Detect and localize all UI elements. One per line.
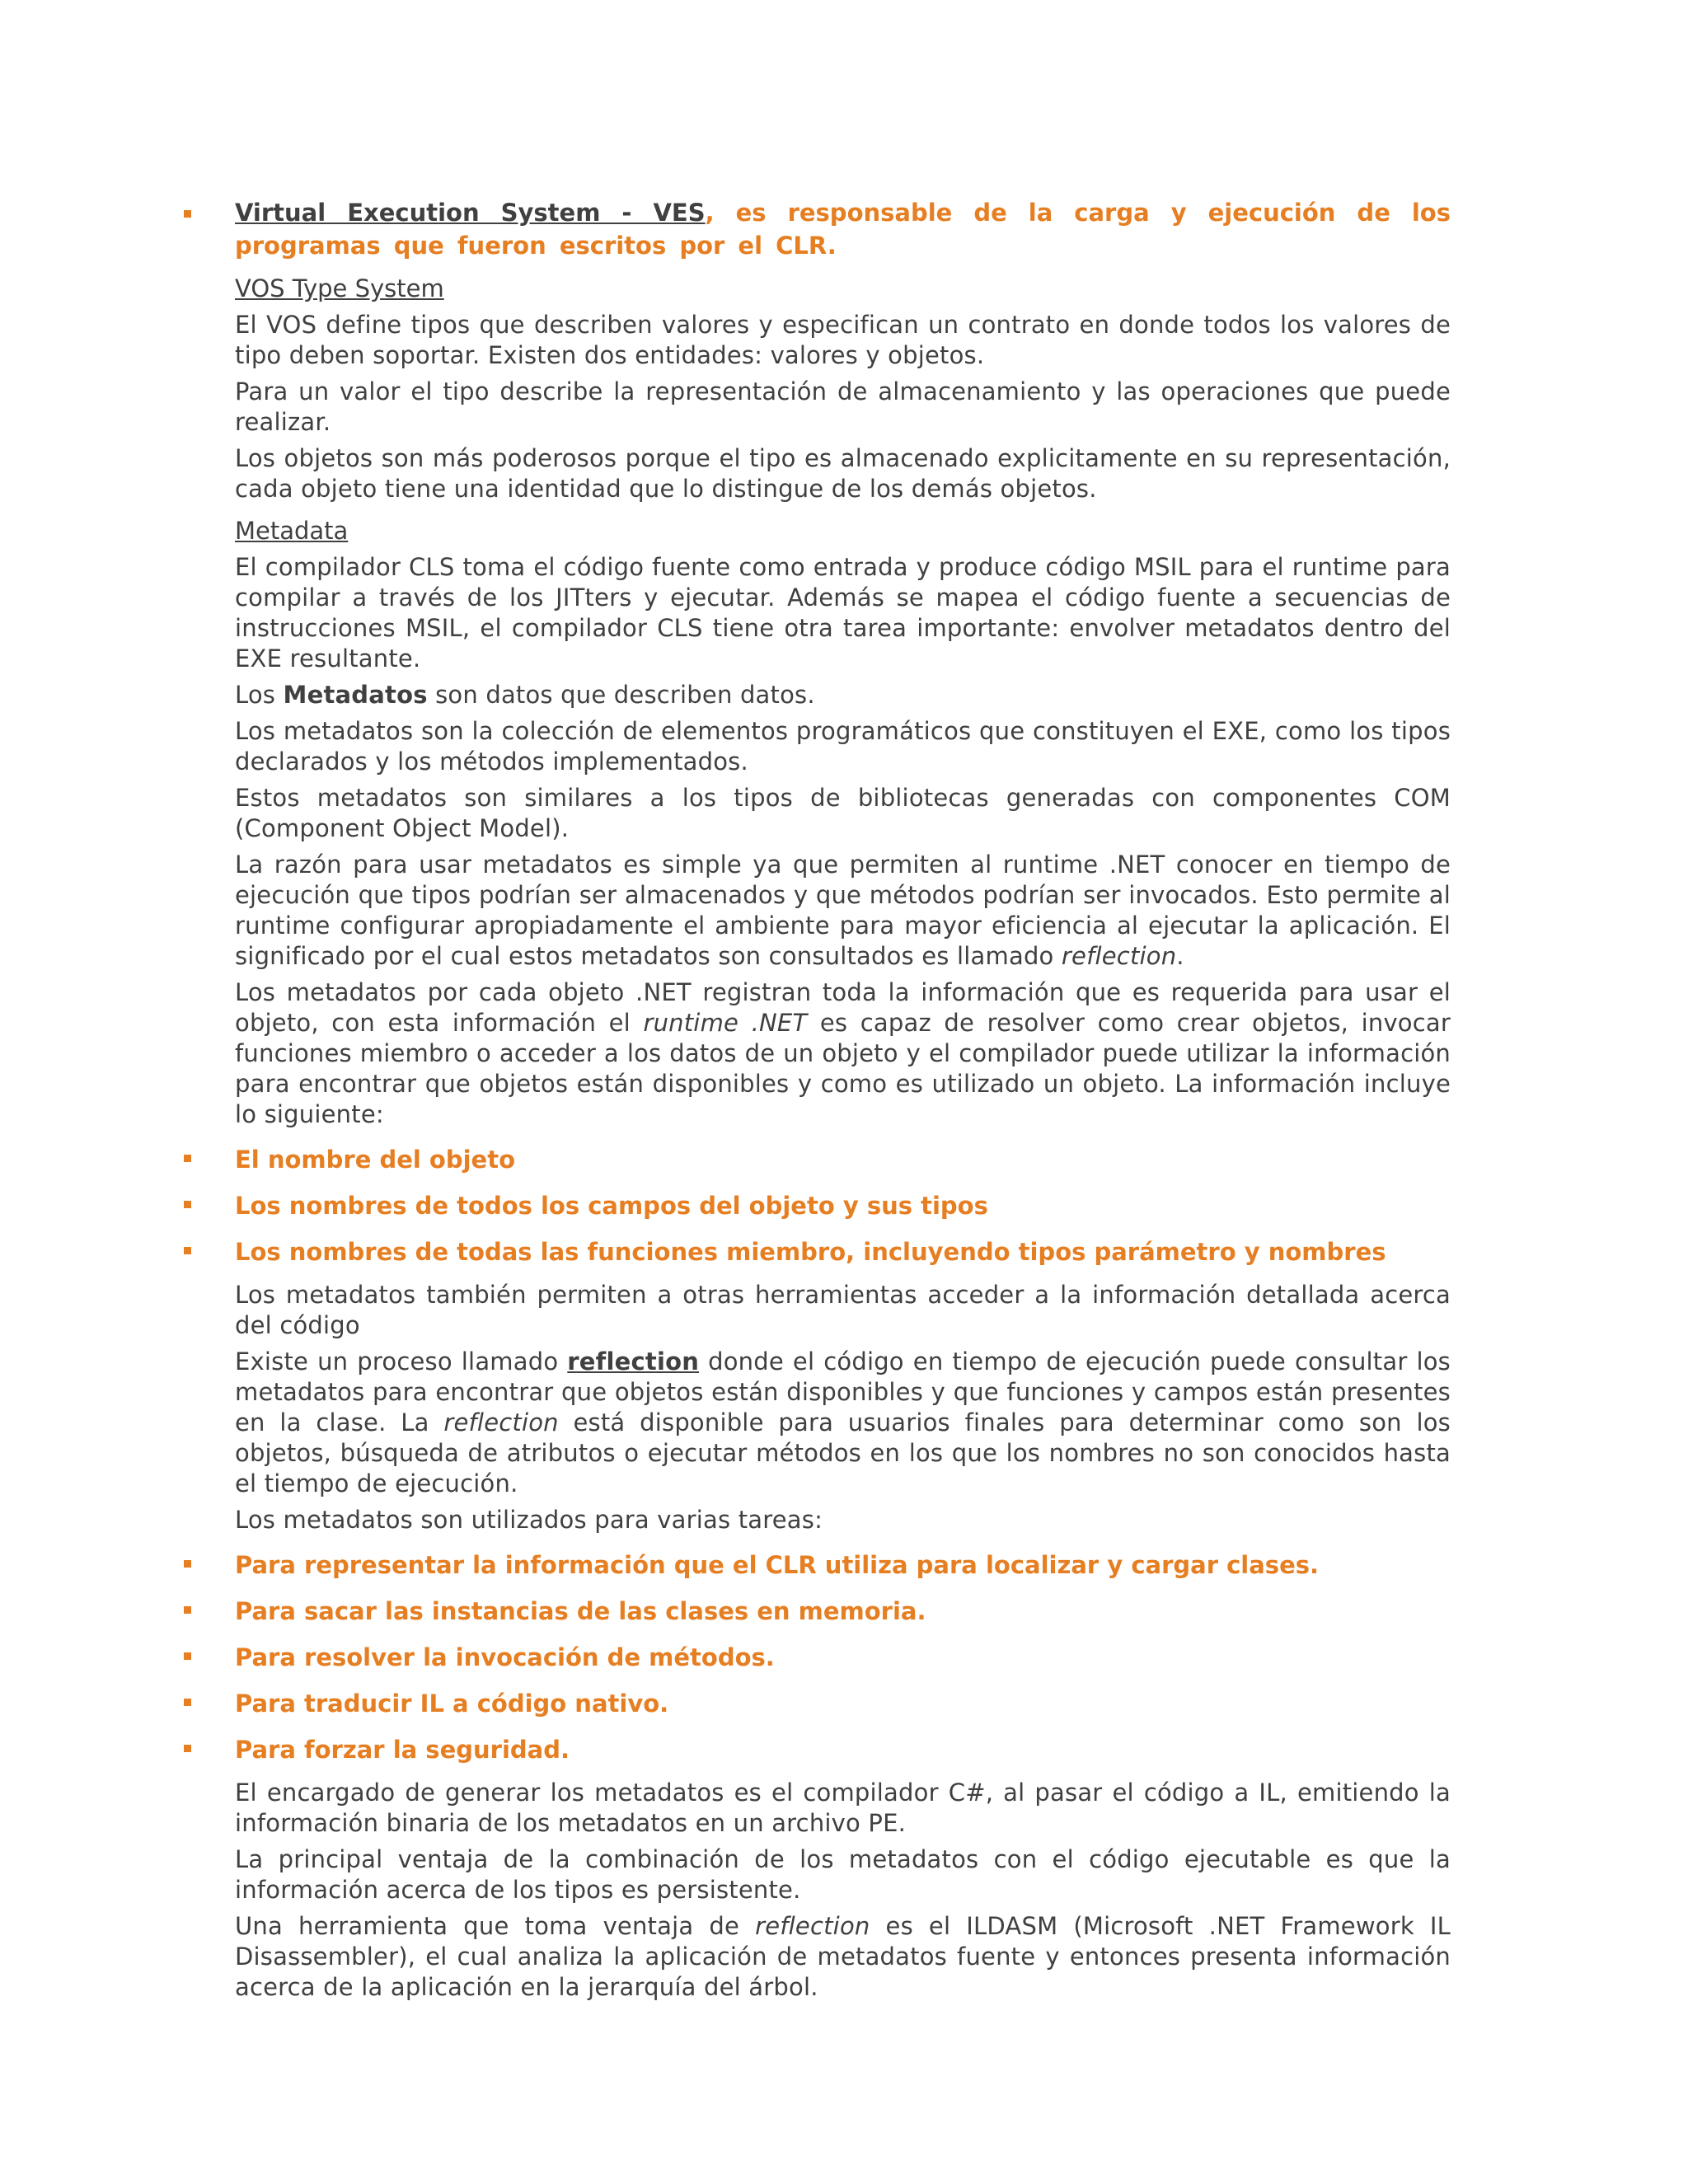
metadata-paragraph-3: Los metadatos son la colección de elementos programáticos que constituyen el EXE, como los tipos declarados y los métodos implementados. xyxy=(235,717,1451,776)
list-item-text: Los nombres de todas las funciones miembro, incluyendo tipos parámetro y nombres xyxy=(235,1238,1386,1266)
metadata-p2-pre: Los xyxy=(235,681,284,709)
square-bullet-icon xyxy=(184,1745,191,1752)
metadata-paragraph-5 xyxy=(235,850,1451,972)
vos-paragraph-3: Los objetos son más poderosos porque el tipo es almacenado explicitamente en su representación, cada objeto tiene una identidad que lo distingue de los demás objetos. xyxy=(235,444,1451,503)
metadata-paragraph-1: El compilador CLS toma el código fuente como entrada y produce código MSIL para el runtime para compilar a través de los JITters y ejecutar. Además se mapea el código fuente a secuencias de instrucciones MSIL, el compilador CLS tiene otra tarea importante: envolver metadatos dentro del EXE resultante. xyxy=(235,553,1451,673)
reflection-link[interactable]: reflection xyxy=(567,1347,700,1376)
square-bullet-icon xyxy=(184,1201,191,1208)
after-info-p2-italic: reflection xyxy=(443,1408,559,1436)
metadata-paragraph-2 xyxy=(235,680,1451,710)
vos-paragraph-2: Para un valor el tipo describe la representación de almacenamiento y las operaciones que puede realizar. xyxy=(235,377,1451,436)
vos-paragraph-1: El VOS define tipos que describen valores y especifican un contrato en donde todos los valores de tipo deben soportar. Existen dos entidades: valores y objetos. xyxy=(235,311,1451,369)
after-info-p2-pre: Existe un proceso llamado xyxy=(235,1347,568,1376)
square-bullet-icon xyxy=(184,1699,191,1706)
list-item-text: El nombre del objeto xyxy=(235,1146,515,1174)
tasks-list xyxy=(235,1549,1451,1766)
list-item-text: Para representar la información que el CLR utiliza para localizar y cargar clases. xyxy=(235,1551,1320,1579)
closing-paragraph-3 xyxy=(235,1911,1451,2003)
after-info-paragraph-1: Los metadatos también permiten a otras herramientas acceder a la información detallada acerca del código xyxy=(235,1281,1451,1339)
closing-paragraph-2: La principal ventaja de la combinación de los metadatos con el código ejecutable es que la información acerca de los tipos es persistente. xyxy=(235,1845,1451,1904)
list-item xyxy=(235,1641,1451,1674)
list-item-text: Para sacar las instancias de las clases en memoria. xyxy=(235,1597,926,1625)
square-bullet-icon xyxy=(184,1155,191,1162)
metadata-paragraph-4: Estos metadatos son similares a los tipos de bibliotecas generadas con componentes COM (Component Object Model). xyxy=(235,784,1451,842)
metadata-p6-post: es capaz de resolver como crear objetos, invocar funciones miembro o acceder a los datos de un objeto y el compilador puede utilizar la información para encontrar que objetos están disponibles y como es utilizado un objeto. La información incluye lo siguiente: xyxy=(235,1009,1451,1128)
closing-p3-pre: Una herramienta que toma ventaja de xyxy=(235,1912,756,1940)
square-bullet-icon xyxy=(184,1606,191,1614)
list-item xyxy=(235,1733,1451,1766)
ves-bullet xyxy=(235,196,1451,262)
list-item xyxy=(235,1549,1451,1582)
metadata-p2-post: son datos que describen datos. xyxy=(427,681,815,709)
list-item xyxy=(235,1235,1451,1268)
list-item xyxy=(235,1189,1451,1222)
list-item-text: Para resolver la invocación de métodos. xyxy=(235,1643,775,1671)
after-info-paragraph-2 xyxy=(235,1347,1451,1499)
list-item xyxy=(235,1595,1451,1628)
metadata-heading: Metadata xyxy=(235,517,349,545)
ves-text: , es responsable de la carga y ejecución de los programas que fueron escritos por el CLR. xyxy=(235,199,1451,260)
vos-heading: VOS Type System xyxy=(235,274,444,302)
list-item-text: Los nombres de todos los campos del objeto y sus tipos xyxy=(235,1192,988,1220)
square-bullet-icon xyxy=(184,1652,191,1660)
metadata-p2-bold: Metadatos xyxy=(283,681,428,709)
list-item-text: Para forzar la seguridad. xyxy=(235,1736,570,1764)
closing-p3-italic: reflection xyxy=(755,1912,870,1940)
metadata-paragraph-6 xyxy=(235,977,1451,1130)
metadata-p6-italic: runtime .NET xyxy=(643,1009,808,1037)
metadata-p6-pre: Los metadatos por cada objeto .NET registran toda la información que es requerida para usar el objeto, con esta información el xyxy=(235,978,1451,1037)
after-info-paragraph-3: Los metadatos son utilizados para varias tareas: xyxy=(235,1506,823,1534)
list-item xyxy=(235,1687,1451,1720)
metadata-p5-italic: reflection xyxy=(1061,942,1177,970)
square-bullet-icon xyxy=(184,210,191,218)
square-bullet-icon xyxy=(184,1560,191,1568)
document-content xyxy=(235,196,1451,2003)
list-item-text: Para traducir IL a código nativo. xyxy=(235,1690,669,1718)
ves-lead: Virtual Execution System - VES xyxy=(235,199,706,227)
closing-paragraph-1: El encargado de generar los metadatos es el compilador C#, al pasar el código a IL, emitiendo la información binaria de los metadatos en un archivo PE. xyxy=(235,1779,1451,1837)
after-info-p2-post: está disponible para usuarios finales para determinar como son los objetos, búsqueda de atributos o ejecutar métodos en los que los nombres no son conocidos hasta el tiempo de ejecución. xyxy=(235,1408,1451,1497)
info-list xyxy=(235,1143,1451,1268)
metadata-p5-post: . xyxy=(1176,942,1184,970)
metadata-p5-pre: La razón para usar metadatos es simple ya que permiten al runtime .NET conocer en tiempo de ejecución que tipos podrían ser almacenados y que métodos podrían ser invocados. Esto permite al runtime configurar apropiadamente el ambiente para mayor eficiencia al ejecutar la aplicación. El significado por el cual estos metadatos son consultados es llamado xyxy=(235,851,1451,970)
closing-p3-post: es el ILDASM (Microsoft .NET Framework IL Disassembler), el cual analiza la aplicación de metadatos fuente y entonces presenta información acerca de la aplicación en la jerarquía del árbol. xyxy=(235,1912,1451,2001)
after-info-p2-mid: donde el código en tiempo de ejecución puede consultar los metadatos para encontrar que objetos están disponibles y que funciones y campos están presentes en la clase. La xyxy=(235,1347,1451,1436)
list-item xyxy=(235,1143,1451,1176)
square-bullet-icon xyxy=(184,1247,191,1254)
